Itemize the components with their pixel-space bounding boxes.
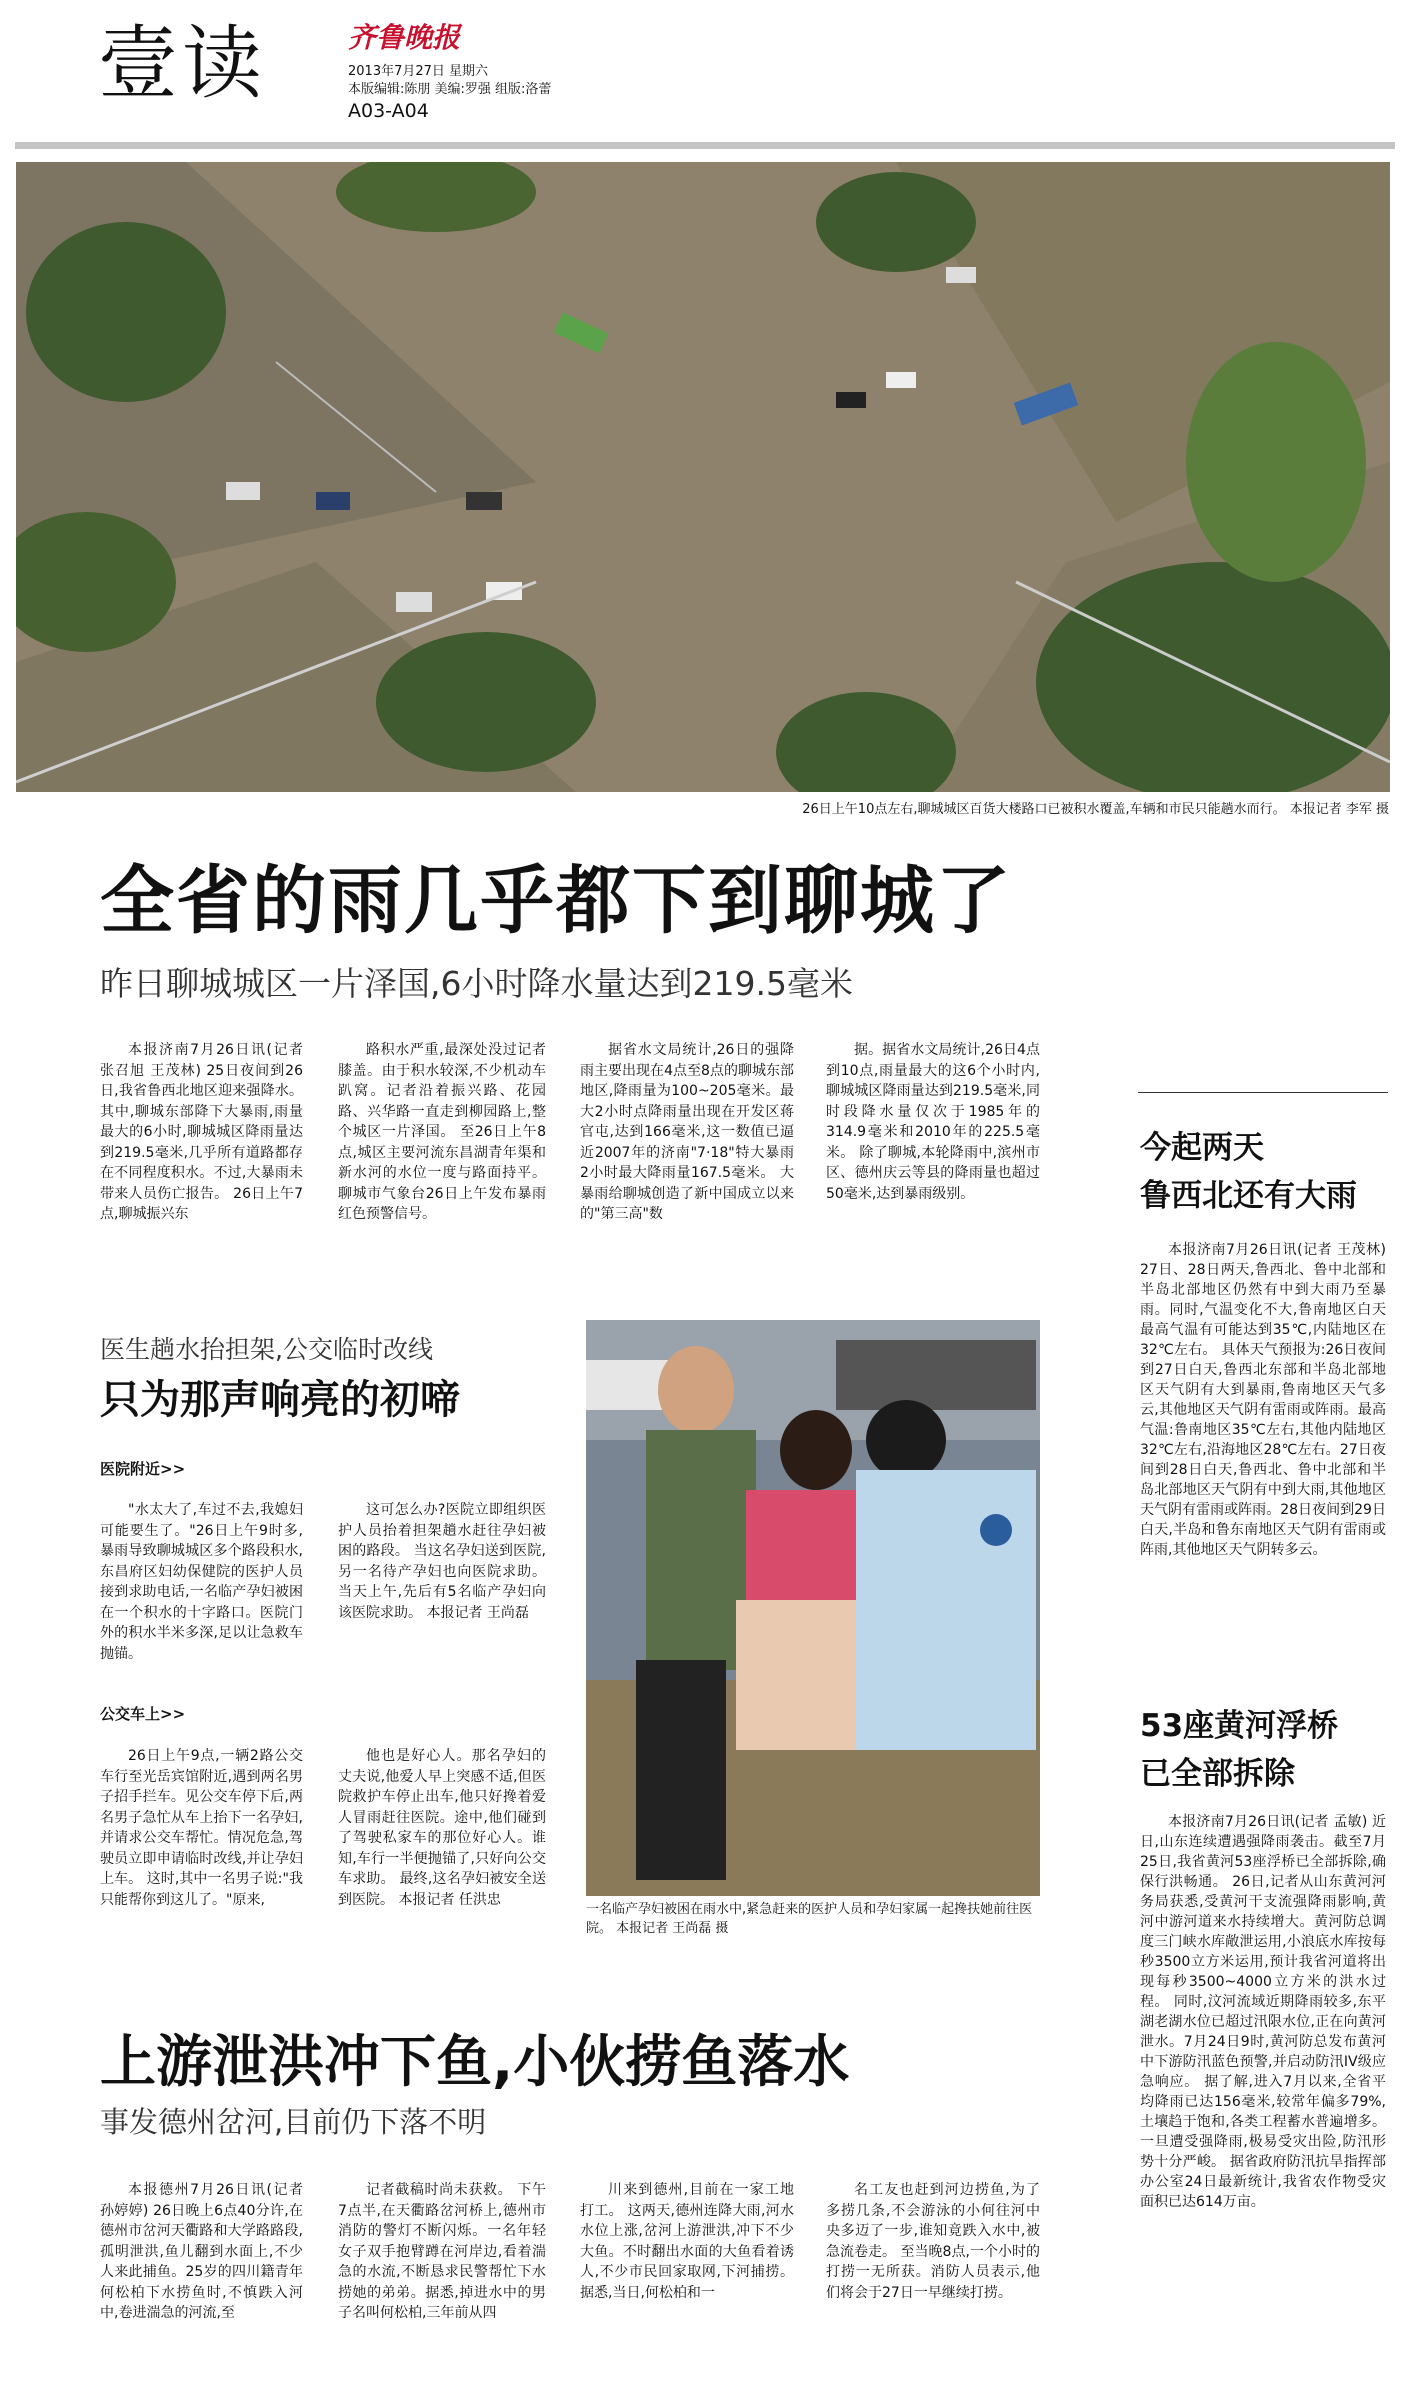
lead-col-2: 路积水严重,最深处没过记者膝盖。由于积水较深,不少机动车趴窝。记者沿着振兴路、花园路、兴华路一直走到柳园路上,整个城区一片泽国。 至26日上午8点,城区主要河流东昌湖青年渠和新水河的水位一度与路面持平。 聊城市气象台26日上午发布暴雨红色预警信号。 [338, 1042, 546, 1222]
section-title: 壹读 [98, 17, 266, 110]
side1-headline-2: 鲁西北还有大雨 [1140, 1178, 1357, 1214]
side1-headline-1: 今起两天 [1140, 1130, 1264, 1166]
side2-headline-2: 已全部拆除 [1140, 1756, 1295, 1792]
lead-col-3: 据省水文局统计,26日的强降雨主要出现在4点至8点的聊城东部地区,降雨量为100~205毫米。最大2小时点降雨量出现在开发区蒋官屯,达到166毫米,这一数值已逼近2007年的济南"7·18"特大暴雨2小时最大降雨量167.5毫米。 大暴雨给聊城创造了新中国成立以来的"第三高"数 [580, 1042, 794, 1222]
lead-col-4: 据。据省水文局统计,26日4点到10点,雨量最大的这6个小时内,聊城城区降雨量达到219.5毫米,同时段降水量仅次于1985年的314.9毫米和2010年的225.5毫米。 除了聊城,本轮降雨中,滨州市区、德州庆云等县的降雨量也超过50毫米,达到暴雨级别。 [826, 1042, 1040, 1202]
top-photo-caption: 26日上午10点左右,聊城城区百货大楼路口已被积水覆盖,车辆和市民只能趟水而行。 本报记者 李军 摄 [802, 802, 1389, 817]
lead-col-1: 本报济南7月26日讯(记者 张召旭 王茂林) 25日夜间到26日,我省鲁西北地区迎来强降水。其中,聊城东部降下大暴雨,雨量最大的6小时,聊城城区降雨量达到219.5毫米,几乎所有道路都存在不同程度积水。不过,大暴雨未带来人员伤亡报告。 26日上午7点,聊城振兴东 [100, 1042, 303, 1222]
flood-aerial-photo [16, 162, 1390, 792]
lead-subhead: 昨日聊城城区一片泽国,6小时降水量达到219.5毫米 [100, 964, 853, 1003]
newspaper-logo: 齐鲁晚报 [348, 21, 461, 54]
side2-text: 本报济南7月26日讯(记者 孟敏) 近日,山东连续遭遇强降雨袭击。截至7月25日,我省黄河53座浮桥已全部拆除,确保行洪畅通。 26日,记者从山东黄河河务局获悉,受黄河干支流强降雨影响,黄河中游河道来水持续增大。黄河防总调度三门峡水库敞泄运用,小浪底水库按每秒3500立方米运用,预计我省河道将出现每秒3500~4000立方米的洪水过程。 同时,汶河流域近期降雨较多,东平湖老湖水位已超过汛限水位,正在向黄河泄水。7月24日9时,黄河防总发布黄河中下游防汛蓝色预警,并启动防汛IV级应急响应。 据了解,进入7月以来,全省平均降雨已达156毫米,较常年偏多79%,土壤趋于饱和,各类工程蓄水普遍增多。一旦遭受强降雨,极易受灾出险,防汛形势十分严峻。 据省政府防汛抗旱指挥部办公室24日最新统计,我省农作物受灾面积已达614万亩。 [1140, 1814, 1386, 2210]
rescue-illustration [586, 1320, 1040, 1896]
page-numbers: A03-A04 [348, 100, 429, 122]
fish-col-4: 名工友也赶到河边捞鱼,为了多捞几条,不会游泳的小何往河中央多迈了一步,谁知竟跌入水中,被急流卷走。 至当晚8点,一个小时的打捞一无所获。消防人员表示,他们将会于27日一早继续打捞。 [826, 2182, 1040, 2301]
side2-headline-1: 53座黄河浮桥 [1140, 1708, 1339, 1744]
section-label-bus: 公交车上>> [100, 1705, 186, 1723]
flood-aerial-illustration [16, 162, 1390, 792]
fish-headline: 上游泄洪冲下鱼,小伙捞鱼落水 [100, 2030, 850, 2095]
baby-kicker: 医生趟水抬担架,公交临时改线 [100, 1335, 433, 1364]
side1-text: 本报济南7月26日讯(记者 王茂林) 27日、28日两天,鲁西北、鲁中北部和半岛北部地区仍然有中到大雨乃至暴雨。同时,气温变化不大,鲁南地区白天最高气温有可能达到35℃,内陆地区在32℃左右。 具体天气预报为:26日夜间到27日白天,鲁西北东部和半岛北部地区天气阴有大到暴雨,鲁南地区天气多云,其他地区天气阴有雷雨或阵雨。最高气温:鲁南地区35℃左右,其他内陆地区32℃左右,沿海地区28℃左右。27日夜间到28日白天,鲁西北、鲁中北部和半岛北部地区天气阴有中到大雨,其他地区天气阴有雷雨或阵雨。28日夜间到29日白天,半岛和鲁东南地区天气阴有雷雨或阵雨,其他地区天气阴转多云。 [1140, 1242, 1386, 1558]
baby-photo-caption: 一名临产孕妇被困在雨水中,紧急赶来的医护人员和孕妇家属一起搀扶她前往医院。 本报记者 王尚磊 摄 [586, 1902, 1033, 1936]
lead-headline: 全省的雨几乎都下到聊城了 [100, 858, 1012, 944]
fish-subhead: 事发德州岔河,目前仍下落不明 [100, 2105, 487, 2139]
hospital-col-1: "水太大了,车过不去,我媳妇可能要生了。"26日上午9时多,暴雨导致聊城城区多个路段积水,东昌府区妇幼保健院的医护人员接到求助电话,一名临产孕妇被困在一个积水的十字路口。医院门外的积水半米多深,足以让急救车抛锚。 [100, 1502, 303, 1662]
bus-col-2: 他也是好心人。那名孕妇的丈夫说,他爱人早上突感不适,但医院救护车停止出车,他只好搀着爱人冒雨赶往医院。途中,他们碰到了驾驶私家车的那位好心人。谁知,车行一半便抛锚了,只好向公交车求助。 最终,这名孕妇被安全送到医院。 本报记者 任洪忠 [338, 1748, 546, 1908]
issue-date: 2013年7月27日 星期六 [348, 64, 489, 79]
baby-headline: 只为那声响亮的初啼 [100, 1377, 460, 1423]
fish-col-3: 川来到德州,目前在一家工地打工。 这两天,德州连降大雨,河水水位上涨,岔河上游泄洪,冲下不少大鱼。不时翻出水面的大鱼看着诱人,不少市民回家取网,下河捕捞。 据悉,当日,何松柏和一 [580, 2182, 794, 2301]
fish-col-1: 本报德州7月26日讯(记者 孙婷婷) 26日晚上6点40分许,在德州市岔河天衢路和大学路路段,孤明泄洪,鱼儿翻到水面上,不少人来此捕鱼。25岁的四川籍青年何松柏下水捞鱼时,不慎跌入河中,卷进湍急的河流,至 [100, 2182, 303, 2321]
pregnant-woman-photo [586, 1320, 1040, 1896]
section-label-hospital: 医院附近>> [100, 1460, 186, 1478]
sidebar-top-rule [1138, 1092, 1388, 1093]
fish-col-2: 记者截稿时尚未获救。 下午7点半,在天衢路岔河桥上,德州市消防的警灯不断闪烁。一名年轻女子双手抱臂蹲在河岸边,看着湍急的水流,不断恳求民警帮忙下水捞她的弟弟。据悉,掉进水中的男子名叫何松柏,三年前从四 [338, 2182, 546, 2321]
hospital-col-2: 这可怎么办?医院立即组织医护人员抬着担架趟水赶往孕妇被困的路段。 当这名孕妇送到医院,另一名待产孕妇也向医院求助。 当天上午,先后有5名临产孕妇向该医院求助。 本报记者 王尚磊 [338, 1502, 546, 1621]
masthead-rule [15, 142, 1395, 149]
page-credits: 本版编辑:陈朋 美编:罗强 组版:洛蕾 [348, 82, 552, 97]
bus-col-1: 26日上午9点,一辆2路公交车行至光岳宾馆附近,遇到两名男子招手拦车。见公交车停下后,两名男子急忙从车上抬下一名孕妇,并请求公交车帮忙。情况危急,驾驶员立即申请临时改线,并让孕妇上车。 这时,其中一名男子说:"我只能帮你到这儿了。"原来, [100, 1748, 303, 1908]
